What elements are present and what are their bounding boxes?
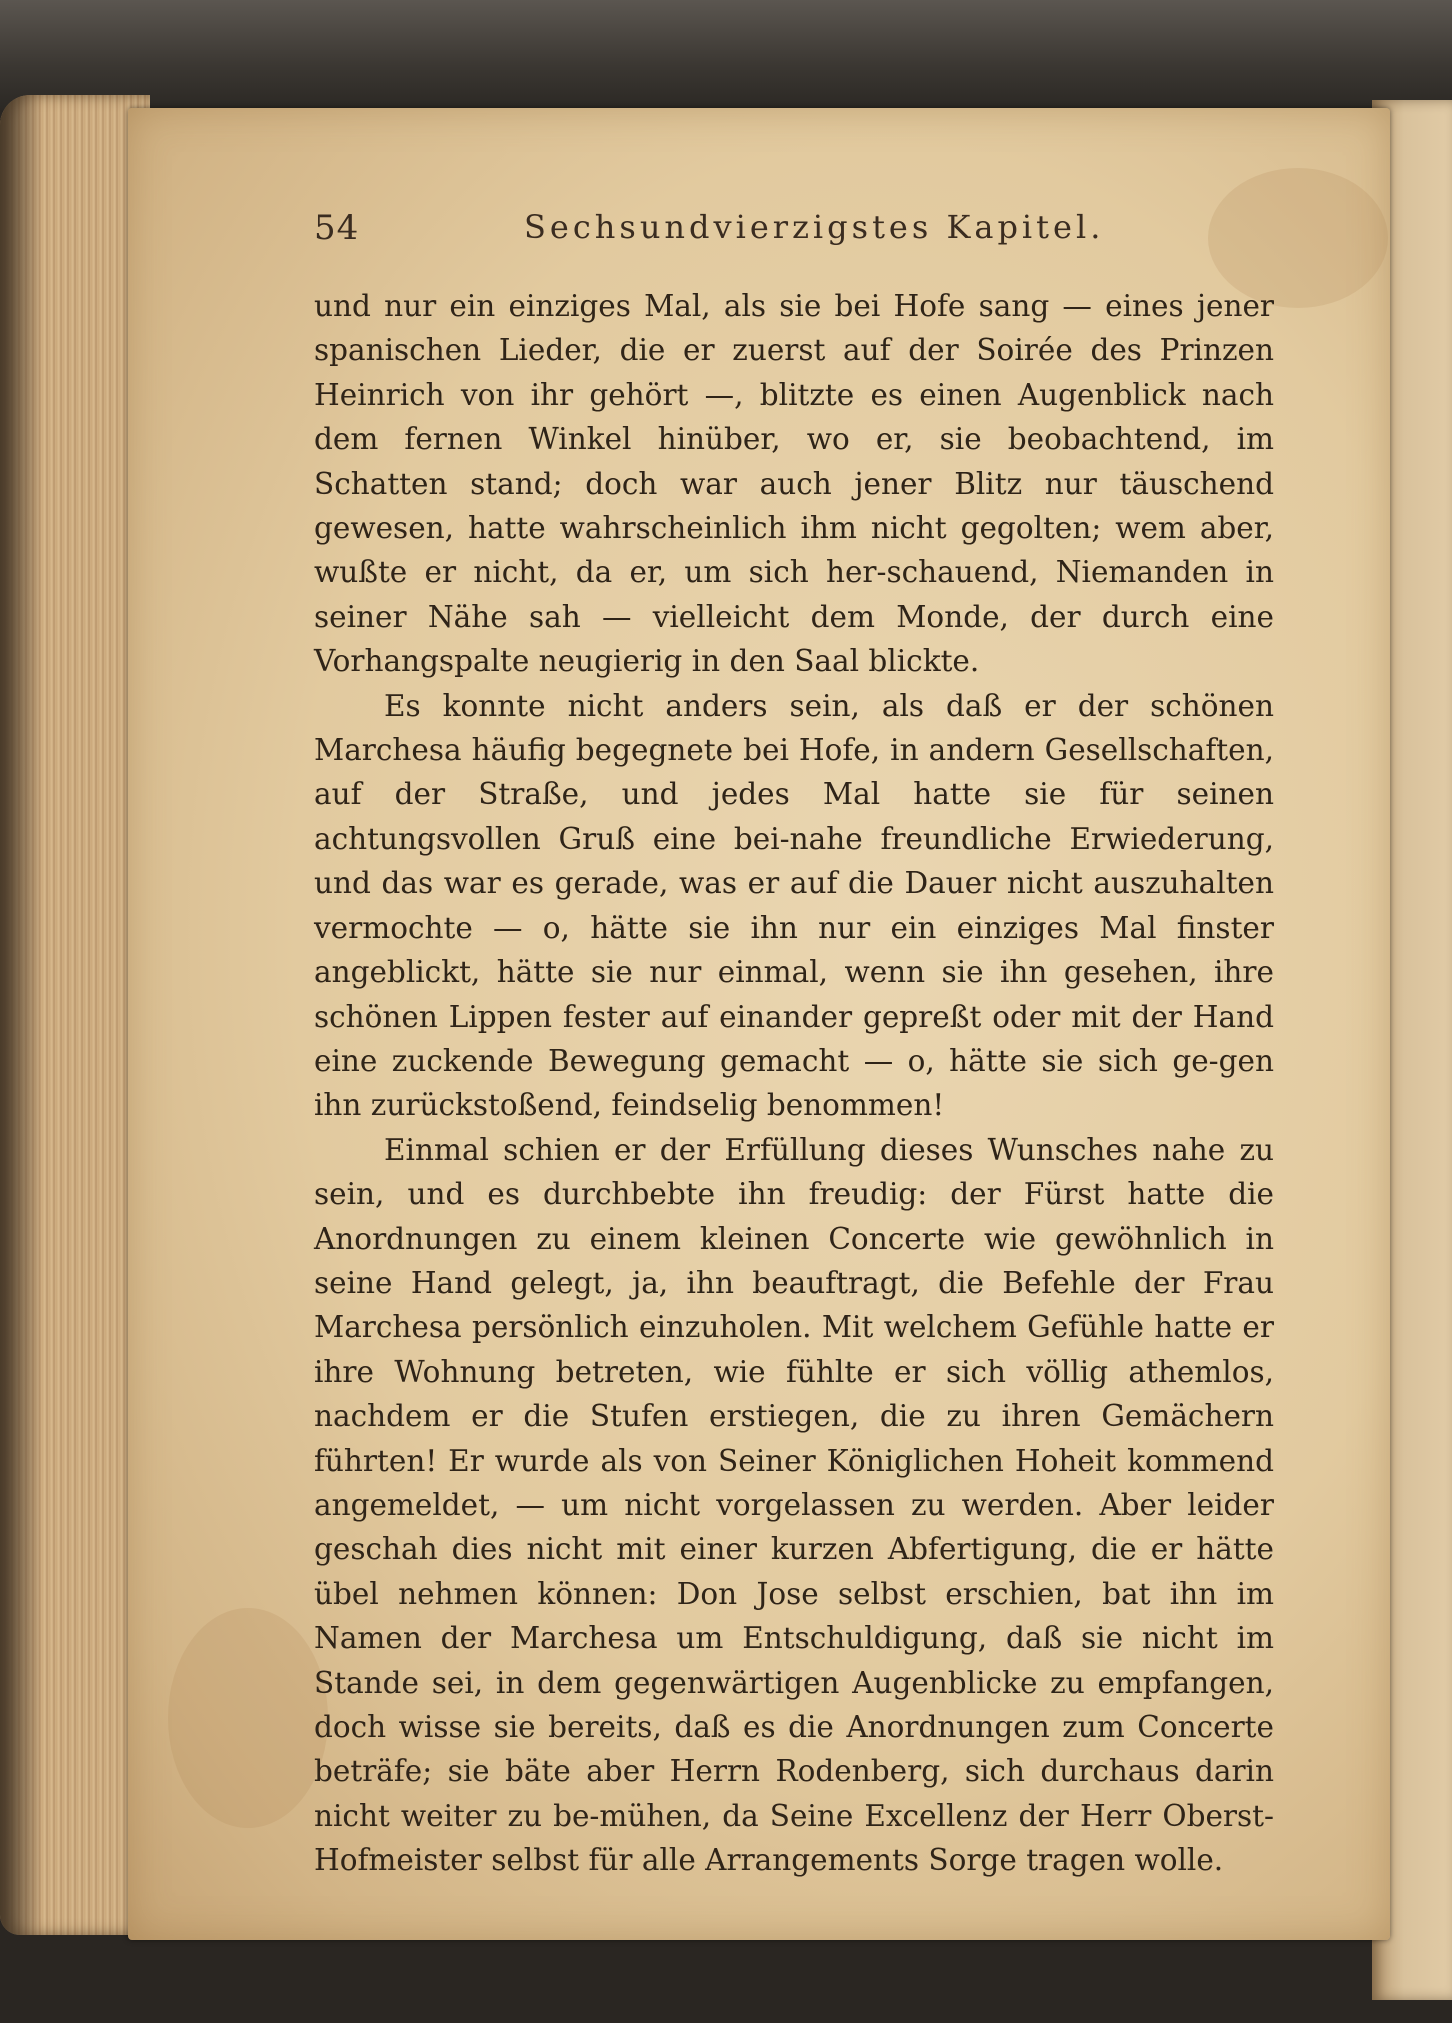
page-header [314, 208, 1214, 258]
book-cover-edge [0, 0, 1452, 110]
book-page [128, 108, 1390, 1940]
running-title: Sechsundvierzigstes Kapitel. [524, 208, 1105, 246]
body-text [314, 284, 1274, 1883]
paper-stain [168, 1608, 328, 1828]
paragraph: und nur ein einziges Mal, als sie bei Hofe sang — eines jener spanischen Lieder, die er zuerst auf der Soirée des Prinzen Heinrich von ihr gehört —, blitzte es einen Augenblick nach dem fernen Winkel hinüber, wo er, sie beobachtend, im Schatten stand; doch war auch jener Blitz nur täuschend gewesen, hatte wahrscheinlich ihm nicht gegolten; wem aber, wußte er nicht, da er, um sich her-schauend, Niemanden in seiner Nähe sah — vielleicht dem Monde, der durch eine Vorhangspalte neugierig in den Saal blickte. [314, 289, 1274, 679]
paragraph: Einmal schien er der Erfüllung dieses Wunsches nahe zu sein, und es durchbebte ihn freudig: der Fürst hatte die Anordnungen zu einem kleinen Concerte wie gewöhnlich in seine Hand gelegt, ja, ihn beauftragt, die Befehle der Frau Marchesa persönlich einzuholen. Mit welchem Gefühle hatte er ihre Wohnung betreten, wie fühlte er sich völlig athemlos, nachdem er die Stufen erstiegen, die zu ihren Gemächern führten! Er wurde als von Seiner Königlichen Hoheit kommend angemeldet, — um nicht vorgelassen zu werden. Aber leider geschah dies nicht mit einer kurzen Abfertigung, die er hätte übel nehmen können: Don Jose selbst erschien, bat ihn im Namen der Marchesa um Entschuldigung, daß sie nicht im Stande sei, in dem gegenwärtigen Augenblicke zu empfangen, doch wisse sie bereits, daß es die Anordnungen zum Concerte beträfe; sie bäte aber Herrn Rodenberg, sich durchaus darin nicht weiter zu be-mühen, da Seine Excellenz der Herr Oberst-Hofmeister selbst für alle Arrangements Sorge tragen wolle. [314, 1132, 1274, 1878]
paragraph: Es konnte nicht anders sein, als daß er der schönen Marchesa häufig begegnete bei Hofe, in andern Gesellschaften, auf der Straße, und jedes Mal hatte sie für seinen achtungsvollen Gruß eine bei-nahe freundliche Erwiederung, und das war es gerade, was er auf die Dauer nicht auszuhalten vermochte — o, hätte sie ihn nur ein einziges Mal finster angeblickt, hätte sie nur einmal, wenn sie ihn gesehen, ihre schönen Lippen fester auf einander gepreßt oder mit der Hand eine zuckende Bewegung gemacht — o, hätte sie sich ge-gen ihn zurückstoßend, feindselig benommen! [314, 688, 1274, 1123]
page-number: 54 [314, 208, 360, 248]
